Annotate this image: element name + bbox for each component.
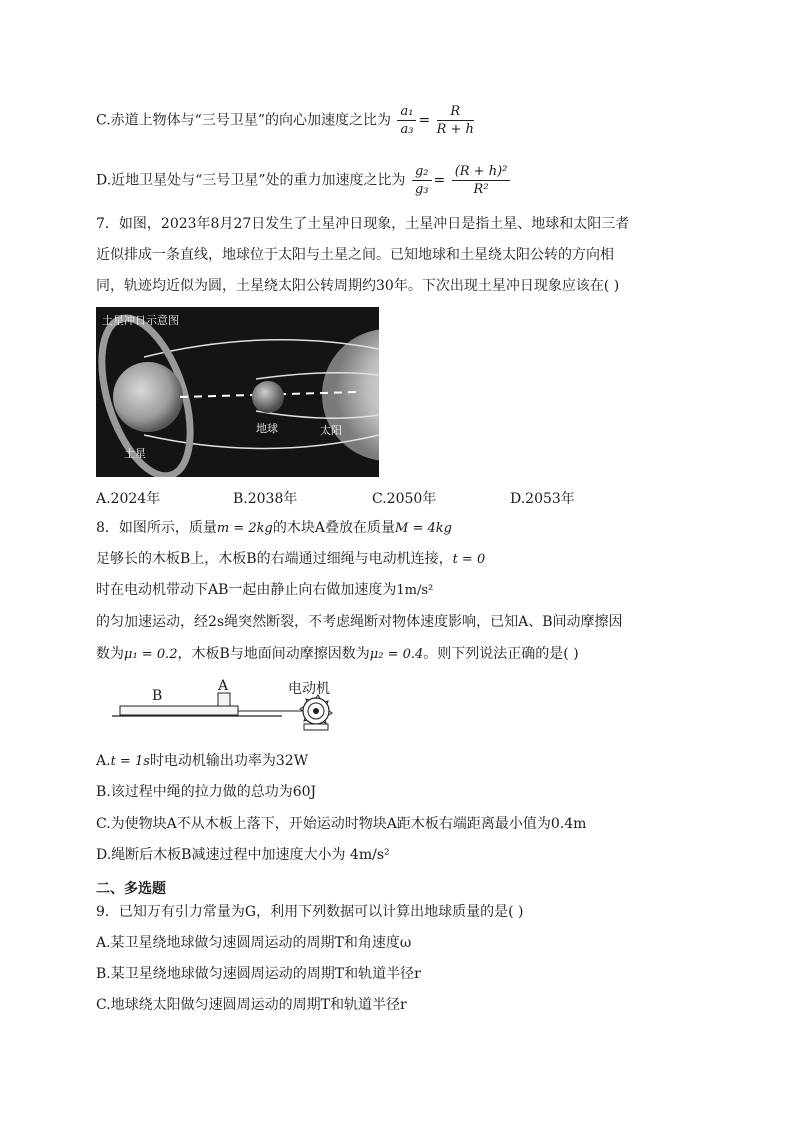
q8-mass-M: M = 4kg: [395, 521, 452, 536]
q8-option-c: C.为使物块A不从木板上落下，开始运动时物块A距木板右端距离最小值为0.4m: [96, 816, 587, 832]
q7-line-1: 7．如图，2023年8月27日发生了土星冲日现象，土星冲日是指土星、地球和太阳三者: [96, 216, 630, 232]
q9-option-c: C.地球绕太阳做匀速圆周运动的周期T和轨道半径r: [96, 997, 407, 1013]
q6-option-c: C.赤道上物体与“三号卫星”的向心加速度之比为 $\frac{\text{a₁}}{\text{a₃}}$ = $\frac{R}{R + h}$: [96, 104, 474, 137]
q7-option-c: C.2050年: [372, 491, 437, 507]
q7-line-3: 同，轨迹均近似为圆，土星绕太阳公转周期约30年。下次出现土星冲日现象应该在( ): [96, 278, 620, 294]
q8-line-3: [96, 580, 433, 601]
diagram-label-b: B: [152, 688, 163, 704]
q8-option-a-time: t = 1s: [110, 754, 150, 769]
q8-mass-m: m = 2kg: [216, 521, 273, 536]
q6-option-d-ratio-lhs: $\frac{\text{g₂}}{\text{g₃}}$: [412, 163, 432, 198]
q8-line-1-text: 8．如图所示，质量: [96, 520, 217, 536]
motor-icon: [300, 695, 332, 730]
board-b: [120, 706, 238, 715]
q8-option-a-letter: A.: [96, 753, 111, 769]
board-motor-svg: [112, 676, 382, 736]
q8-line-2: [96, 549, 485, 570]
q8-mu1: μ₁ = 0.2: [124, 647, 178, 662]
q8-option-a: [96, 751, 308, 772]
q8-line-5: [96, 644, 579, 665]
block-a: [218, 693, 230, 706]
q8-line-5-text-2: ，木板B与地面间动摩擦因数为: [177, 646, 370, 662]
q8-time-zero: t = 0: [452, 552, 486, 567]
q7-option-b: B.2038年: [233, 491, 298, 507]
q7-option-d: D.2053年: [510, 491, 575, 507]
q8-line-2-text: 足够长的木板B上，木板B的右端通过细绳与电动机连接，: [96, 551, 453, 567]
q8-line-1: [96, 518, 452, 539]
q6-option-d: D.近地卫星处与“三号卫星”处的重力加速度之比为 $\frac{\text{g₂}}{\text{g₃}}$ = $\frac{\text{(R + h)²}}{\text{R²}}$: [96, 163, 512, 198]
q7-line-2: 近似排成一条直线，地球位于太阳与土星之间。已知地球和土星绕太阳公转的方向相: [96, 247, 614, 263]
q8-line-3-text: 时在电动机带动下AB一起由静止向右做加速度为: [96, 582, 397, 598]
q6-option-d-text: D.近地卫星处与“三号卫星”处的重力加速度之比为: [96, 172, 406, 189]
saturn-opposition-figure: [96, 307, 379, 477]
q6-option-c-ratio-lhs: $\frac{\text{a₁}}{\text{a₃}}$: [397, 103, 416, 138]
q8-option-b: B.该过程中绳的拉力做的总功为60J: [96, 784, 317, 800]
q6-option-c-ratio-rhs: $\frac{R}{R + h}$: [436, 104, 474, 137]
q6-option-d-ratio-rhs: $\frac{\text{(R + h)²}}{\text{R²}}$: [452, 163, 511, 198]
saturn-icon: [113, 362, 183, 432]
sun-label: 太阳: [320, 424, 342, 437]
q9-option-a: A.某卫星绕地球做匀速圆周运动的周期T和角速度ω: [96, 935, 412, 951]
q8-option-a-text: 时电动机输出功率为32W: [149, 753, 309, 769]
figure-title: 土星冲日示意图: [102, 314, 179, 327]
board-motor-diagram: [112, 676, 382, 736]
q8-mu2: μ₂ = 0.4: [369, 647, 424, 662]
saturn-label: 土星: [124, 447, 146, 460]
section-heading-multiple-choice: 二、多选题: [96, 881, 166, 897]
q9-option-b: B.某卫星绕地球做匀速圆周运动的周期T和轨道半径r: [96, 966, 421, 982]
earth-icon: [252, 381, 284, 413]
diagram-label-motor: 电动机: [288, 681, 330, 697]
diagram-label-a: A: [218, 678, 229, 694]
q8-line-5-text-3: 。则下列说法正确的是( ): [423, 646, 579, 662]
q6-option-c-text: C.赤道上物体与“三号卫星”的向心加速度之比为: [96, 112, 391, 129]
q8-acceleration: 1m/s²: [396, 583, 434, 598]
q8-line-4: 的匀加速运动，经2s绳突然断裂，不考虑绳断对物体速度影响，已知A、B间动摩擦因: [96, 614, 623, 630]
q9-stem: 9．已知万有引力常量为G，利用下列数据可以计算出地球质量的是( ): [96, 904, 524, 920]
earth-label: 地球: [256, 422, 278, 435]
q8-line-1-text-2: 的木块A叠放在质量: [272, 520, 396, 536]
q8-line-5-text: 数为: [96, 646, 124, 662]
q7-option-a: A.2024年: [96, 491, 161, 507]
q8-option-d: D.绳断后木板B减速过程中加速度大小为 4m/s²: [96, 847, 390, 863]
